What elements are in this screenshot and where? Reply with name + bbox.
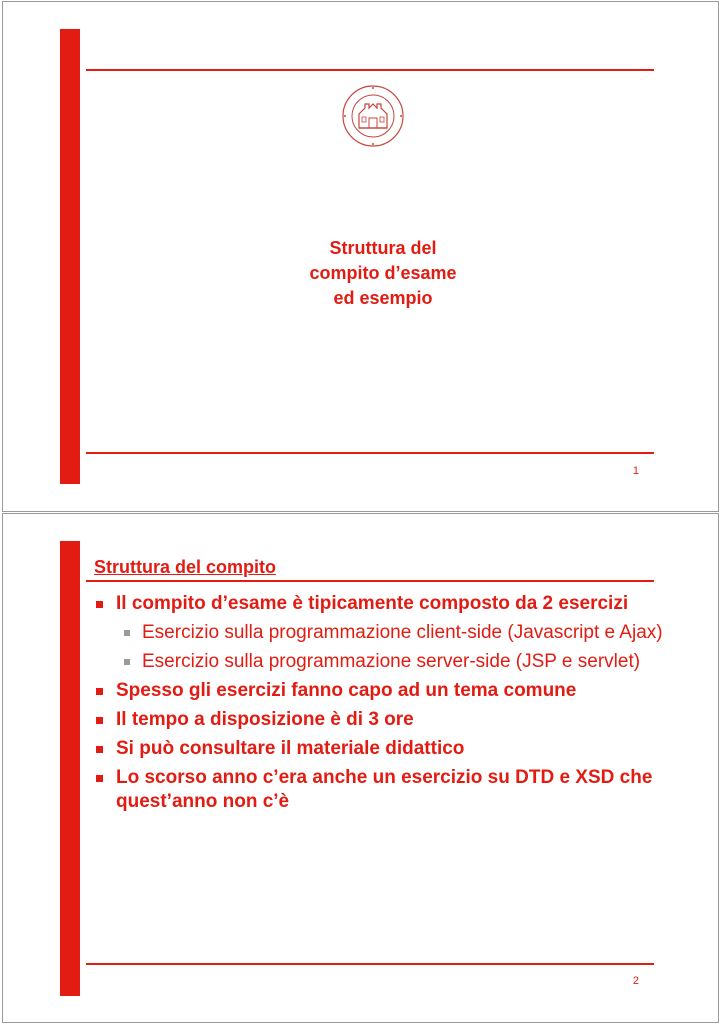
list-item-text: Il tempo a disposizione è di 3 ore — [116, 709, 414, 730]
page-number: 1 — [632, 465, 639, 477]
red-side-bar — [60, 541, 80, 996]
slide-1 — [2, 1, 719, 512]
red-side-bar — [60, 29, 80, 484]
bullet-square-icon — [96, 601, 103, 608]
sub-bullet-square-icon — [124, 630, 130, 636]
bottom-divider — [86, 963, 654, 965]
list-item-text: Si può consultare il materiale didattico — [116, 738, 465, 759]
list-item-text: Il compito d’esame è tipicamente composto da 2 esercizi — [116, 593, 629, 614]
slide-2 — [2, 513, 719, 1023]
list-item — [94, 766, 664, 814]
top-divider — [86, 580, 654, 582]
list-item — [94, 737, 664, 761]
bullet-square-icon — [96, 775, 103, 782]
sub-list-item — [94, 650, 664, 674]
bullet-square-icon — [96, 717, 103, 724]
bullet-square-icon — [96, 688, 103, 695]
title-line-1: Struttura del — [329, 238, 437, 258]
sub-bullet-square-icon — [124, 659, 130, 665]
list-item-text: Esercizio sulla programmazione server-side (JSP e servlet) — [142, 651, 641, 672]
bullet-list — [94, 592, 664, 819]
list-item — [94, 679, 664, 703]
top-divider — [86, 69, 654, 71]
list-item-text: Lo scorso anno c’era anche un esercizio su DTD e XSD che quest’anno non c’è — [116, 767, 653, 812]
section-heading: Struttura del compito — [94, 557, 277, 577]
list-item-text: Spesso gli esercizi fanno capo ad un tema comune — [116, 680, 577, 701]
title-line-2: compito d’esame — [309, 263, 457, 283]
list-item — [94, 708, 664, 732]
university-seal-icon — [341, 84, 405, 148]
bottom-divider — [86, 452, 654, 454]
page-number: 2 — [632, 975, 639, 987]
list-item-text: Esercizio sulla programmazione client-side (Javascript e Ajax) — [142, 622, 663, 643]
sub-list-item — [94, 621, 664, 645]
title-line-3: ed esempio — [333, 288, 433, 308]
slide-title — [203, 236, 563, 311]
bullet-square-icon — [96, 746, 103, 753]
list-item — [94, 592, 664, 616]
